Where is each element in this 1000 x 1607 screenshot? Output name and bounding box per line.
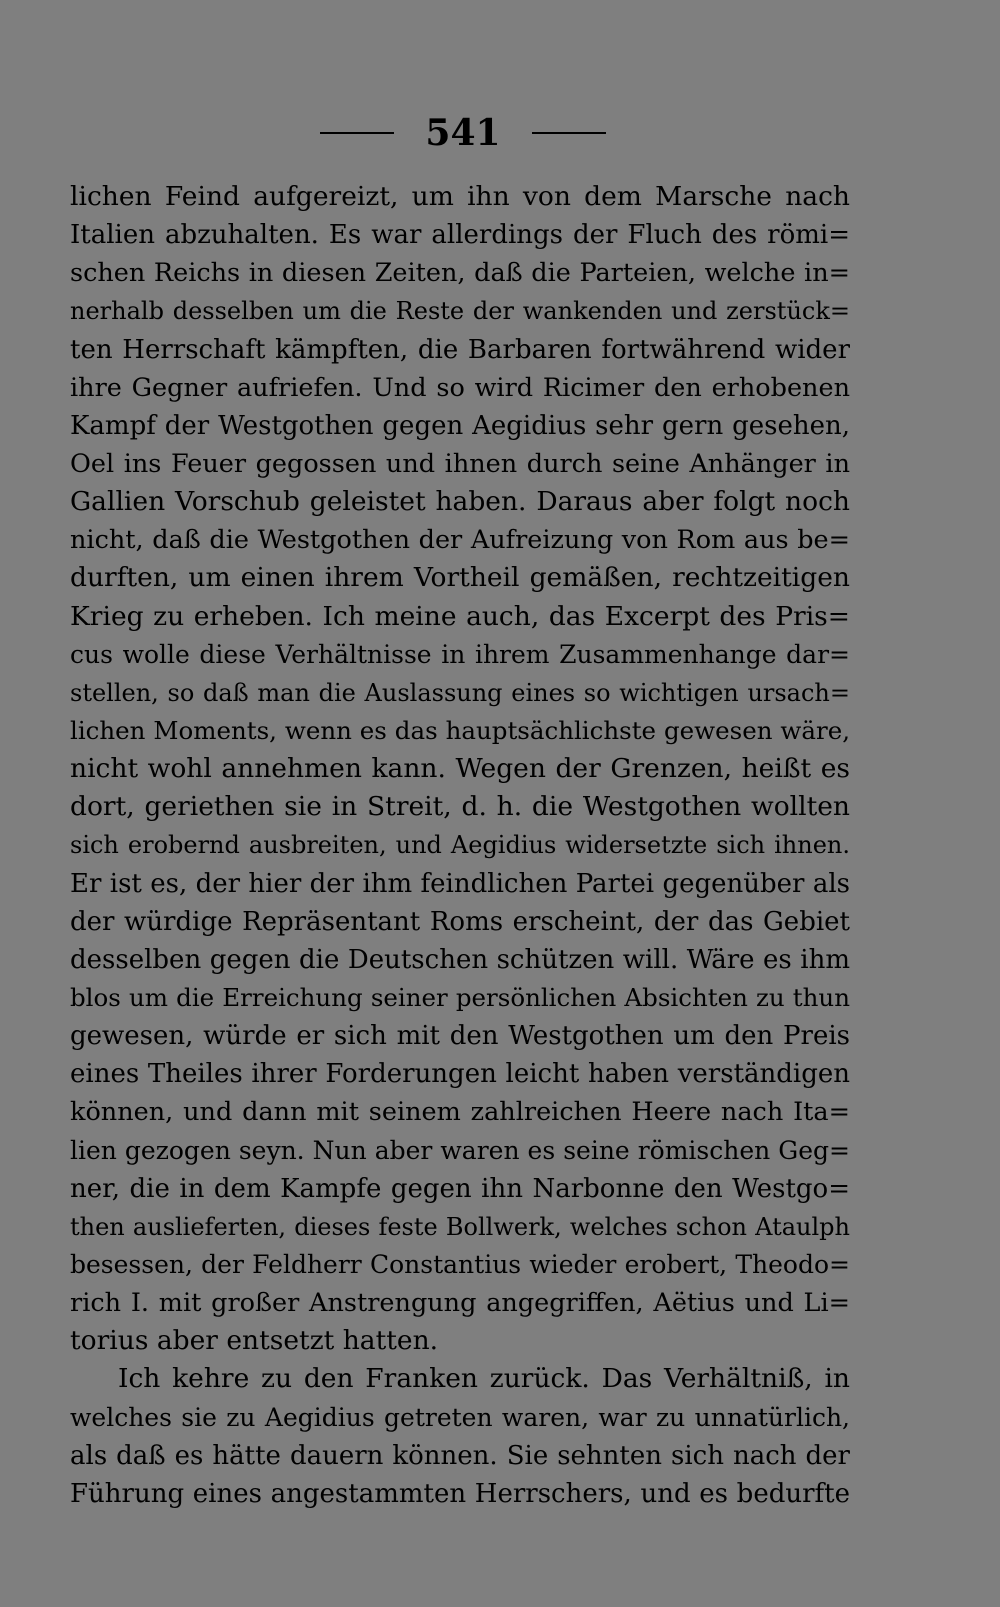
text-line: gewesen, würde er sich mit den Westgothen um den Preis (70, 1021, 850, 1052)
text-line: durften, um einen ihrem Vortheil gemäßen, rechtzeitigen (70, 562, 850, 594)
text-line: der würdige Repräsentant Roms erscheint, der das Gebiet (70, 906, 850, 937)
header-rule-left (320, 132, 394, 134)
text-line: lichen Feind aufgereizt, um ihn von dem Marsche nach (70, 181, 850, 212)
text-line: stellen, so daß man die Auslassung eines so wichtigen ursach= (70, 678, 850, 707)
page-header (0, 108, 1000, 158)
paragraph-start-line: Ich kehre zu den Franken zurück. Das Verhältniß, in (118, 1363, 850, 1395)
text-line: Italien abzuhalten. Es war allerdings der Fluch des römi= (70, 220, 850, 251)
text-line: können, und dann mit seinem zahlreichen Heere nach Ita= (70, 1097, 850, 1128)
text-line: Gallien Vorschub geleistet haben. Daraus aber folgt noch (70, 486, 850, 518)
text-line: eines Theiles ihrer Forderungen leicht haben verständigen (70, 1059, 850, 1090)
text-line: Er ist es, der hier der ihm feindlichen Partei gegenüber als (70, 868, 850, 899)
text-line: Führung eines angestammten Herrschers, und es bedurfte (70, 1478, 850, 1509)
text-line: Krieg zu erheben. Ich meine auch, das Excerpt des Pris= (70, 600, 850, 632)
page-number: 541 (425, 112, 501, 154)
text-line: then auslieferten, dieses feste Bollwerk, welches schon Ataulph (70, 1212, 850, 1241)
body-text (70, 178, 850, 1513)
text-line: besessen, der Feldherr Constantius wieder erobert, Theodo= (70, 1249, 850, 1279)
text-line: rich I. mit großer Anstrengung angegriffen, Aëtius und Li= (70, 1288, 850, 1319)
text-line: welches sie zu Aegidius getreten waren, war zu unnatürlich, (70, 1402, 850, 1432)
text-line: nicht wohl annehmen kann. Wegen der Grenzen, heißt es (70, 753, 850, 785)
text-line: Oel ins Feuer gegossen und ihnen durch seine Anhänger in (70, 448, 850, 479)
text-line: dort, geriethen sie in Streit, d. h. die Westgothen wollten (70, 791, 850, 823)
text-line: blos um die Erreichung seiner persönlichen Absichten zu thun (70, 982, 850, 1012)
text-line: lichen Moments, wenn es das hauptsächlichste gewesen wäre, (70, 715, 850, 745)
text-line: als daß es hätte dauern können. Sie sehnten sich nach der (70, 1440, 850, 1471)
text-line: schen Reichs in diesen Zeiten, daß die Parteien, welche in= (70, 258, 850, 289)
text-line: cus wolle diese Verhältnisse in ihrem Zusammenhange dar= (70, 639, 850, 669)
text-line: lien gezogen seyn. Nun aber waren es seine römischen Geg= (70, 1135, 850, 1165)
text-line: nerhalb desselben um die Reste der wankenden und zerstück= (70, 297, 850, 326)
text-line: Kampf der Westgothen gegen Aegidius sehr gern gesehen, (70, 410, 850, 441)
paragraph-end-line: torius aber entsetzt hatten. (70, 1325, 439, 1357)
text-line: ihre Gegner aufriefen. Und so wird Ricimer den erhobenen (70, 372, 850, 403)
text-line: nicht, daß die Westgothen der Aufreizung von Rom aus be= (70, 525, 850, 556)
text-line: ner, die in dem Kampfe gegen ihn Narbonne den Westgo= (70, 1173, 850, 1204)
text-line: desselben gegen die Deutschen schützen will. Wäre es ihm (70, 944, 850, 975)
text-line: sich erobernd ausbreiten, und Aegidius widersetzte sich ihnen. (70, 831, 850, 860)
header-rule-right (532, 132, 606, 134)
text-line: ten Herrschaft kämpften, die Barbaren fortwährend wider (70, 334, 850, 365)
